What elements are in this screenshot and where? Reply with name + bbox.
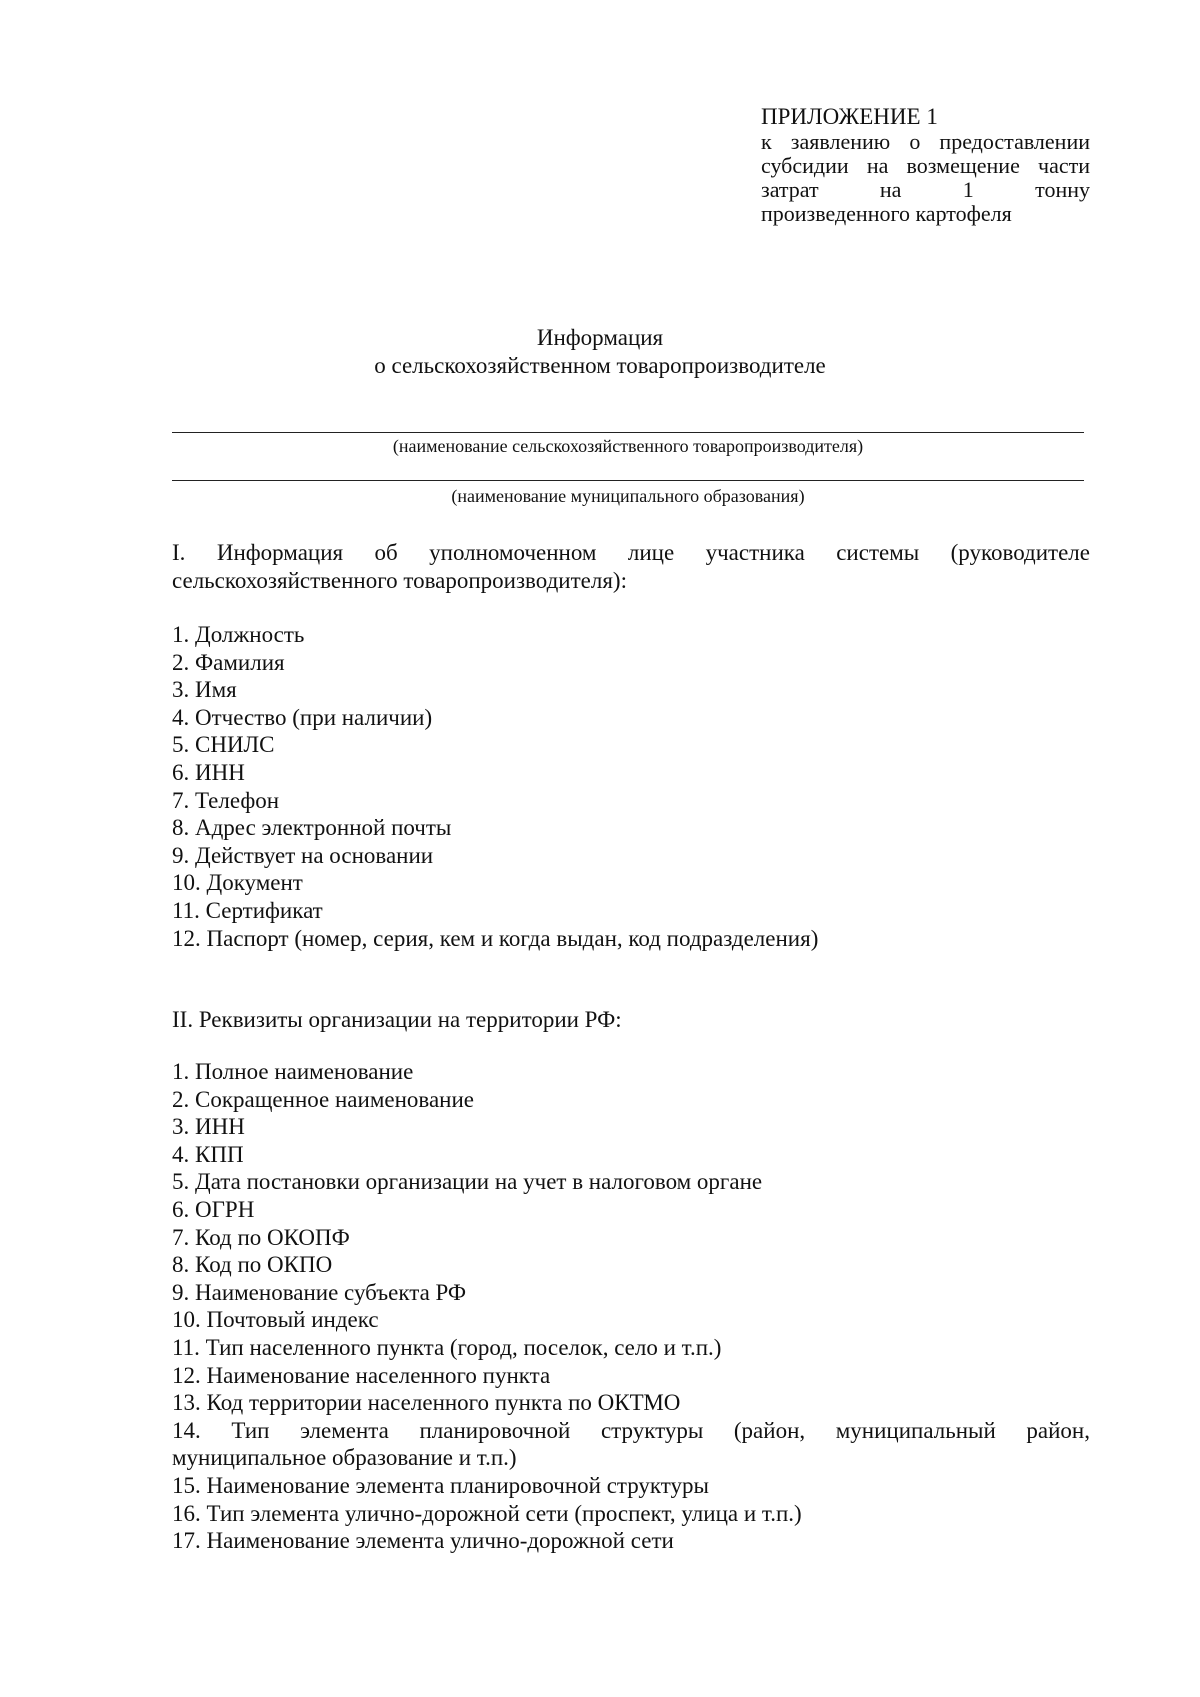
list-item: 13. Код территории населенного пункта по ОКТМО <box>172 1390 681 1416</box>
list-item-line: 14. Тип элемента планировочной структуры (район, муниципальный район, <box>172 1417 1090 1443</box>
list-item: 5. СНИЛС <box>172 732 275 758</box>
list-item: 8. Код по ОКПО <box>172 1252 333 1278</box>
appendix-block <box>761 103 1090 226</box>
list-item: 4. Отчество (при наличии) <box>172 704 433 730</box>
list-item: 3. Имя <box>172 677 237 703</box>
list-item: 10. Почтовый индекс <box>172 1307 379 1333</box>
list-item: 11. Сертификат <box>172 897 323 923</box>
appendix-heading: ПРИЛОЖЕНИЕ 1 <box>761 104 938 129</box>
list-item-line: муниципальное образование и т.п.) <box>172 1445 517 1471</box>
section-1-heading-line: I. Информация об уполномоченном лице участника системы (руководителе <box>172 540 1090 565</box>
section-1-heading-line: сельскохозяйственного товаропроизводителя): <box>172 568 627 593</box>
section-2-list <box>172 1058 1090 1555</box>
list-item: 10. Документ <box>172 870 303 896</box>
section-1-list <box>172 621 1090 952</box>
section-1-heading <box>172 539 1090 595</box>
document-subtitle: о сельскохозяйственном товаропроизводителе <box>374 353 826 378</box>
list-item: 1. Должность <box>172 622 305 647</box>
list-item: 11. Тип населенного пункта (город, поселок, село и т.п.) <box>172 1334 722 1360</box>
appendix-line: произведенного картофеля <box>761 201 1012 226</box>
municipality-name-line <box>172 480 1084 481</box>
appendix-line: затрат на 1 тонну <box>761 177 1090 202</box>
appendix-line: к заявлению о предоставлении <box>761 129 1090 154</box>
list-item: 1. Полное наименование <box>172 1059 414 1084</box>
appendix-line: субсидии на возмещение части <box>761 153 1090 178</box>
list-item: 4. КПП <box>172 1141 244 1167</box>
list-item: 7. Телефон <box>172 787 280 813</box>
list-item: 9. Наименование субъекта РФ <box>172 1279 467 1305</box>
list-item: 6. ОГРН <box>172 1196 255 1222</box>
list-item: 12. Наименование населенного пункта <box>172 1362 551 1388</box>
list-item: 7. Код по ОКОПФ <box>172 1224 350 1250</box>
list-item: 12. Паспорт (номер, серия, кем и когда выдан, код подразделения) <box>172 925 819 951</box>
list-item: 8. Адрес электронной почты <box>172 815 452 841</box>
municipality-name-caption: (наименование муниципального образования) <box>451 486 805 506</box>
list-item: 16. Тип элемента улично-дорожной сети (проспект, улица и т.п.) <box>172 1500 802 1526</box>
list-item <box>172 1417 1090 1472</box>
list-item: 2. Фамилия <box>172 649 285 675</box>
list-item: 2. Сокращенное наименование <box>172 1086 474 1112</box>
list-item: 9. Действует на основании <box>172 842 434 868</box>
list-item: 15. Наименование элемента планировочной структуры <box>172 1472 710 1498</box>
list-item: 3. ИНН <box>172 1114 245 1140</box>
section-2-heading: II. Реквизиты организации на территории РФ: <box>172 1007 622 1032</box>
producer-name-line <box>172 432 1084 433</box>
document-title: Информация <box>536 325 664 350</box>
list-item: 17. Наименование элемента улично-дорожной сети <box>172 1528 674 1554</box>
list-item: 5. Дата постановки организации на учет в налоговом органе <box>172 1169 763 1195</box>
producer-name-caption: (наименование сельскохозяйственного товаропроизводителя) <box>392 436 864 456</box>
list-item: 6. ИНН <box>172 759 245 785</box>
